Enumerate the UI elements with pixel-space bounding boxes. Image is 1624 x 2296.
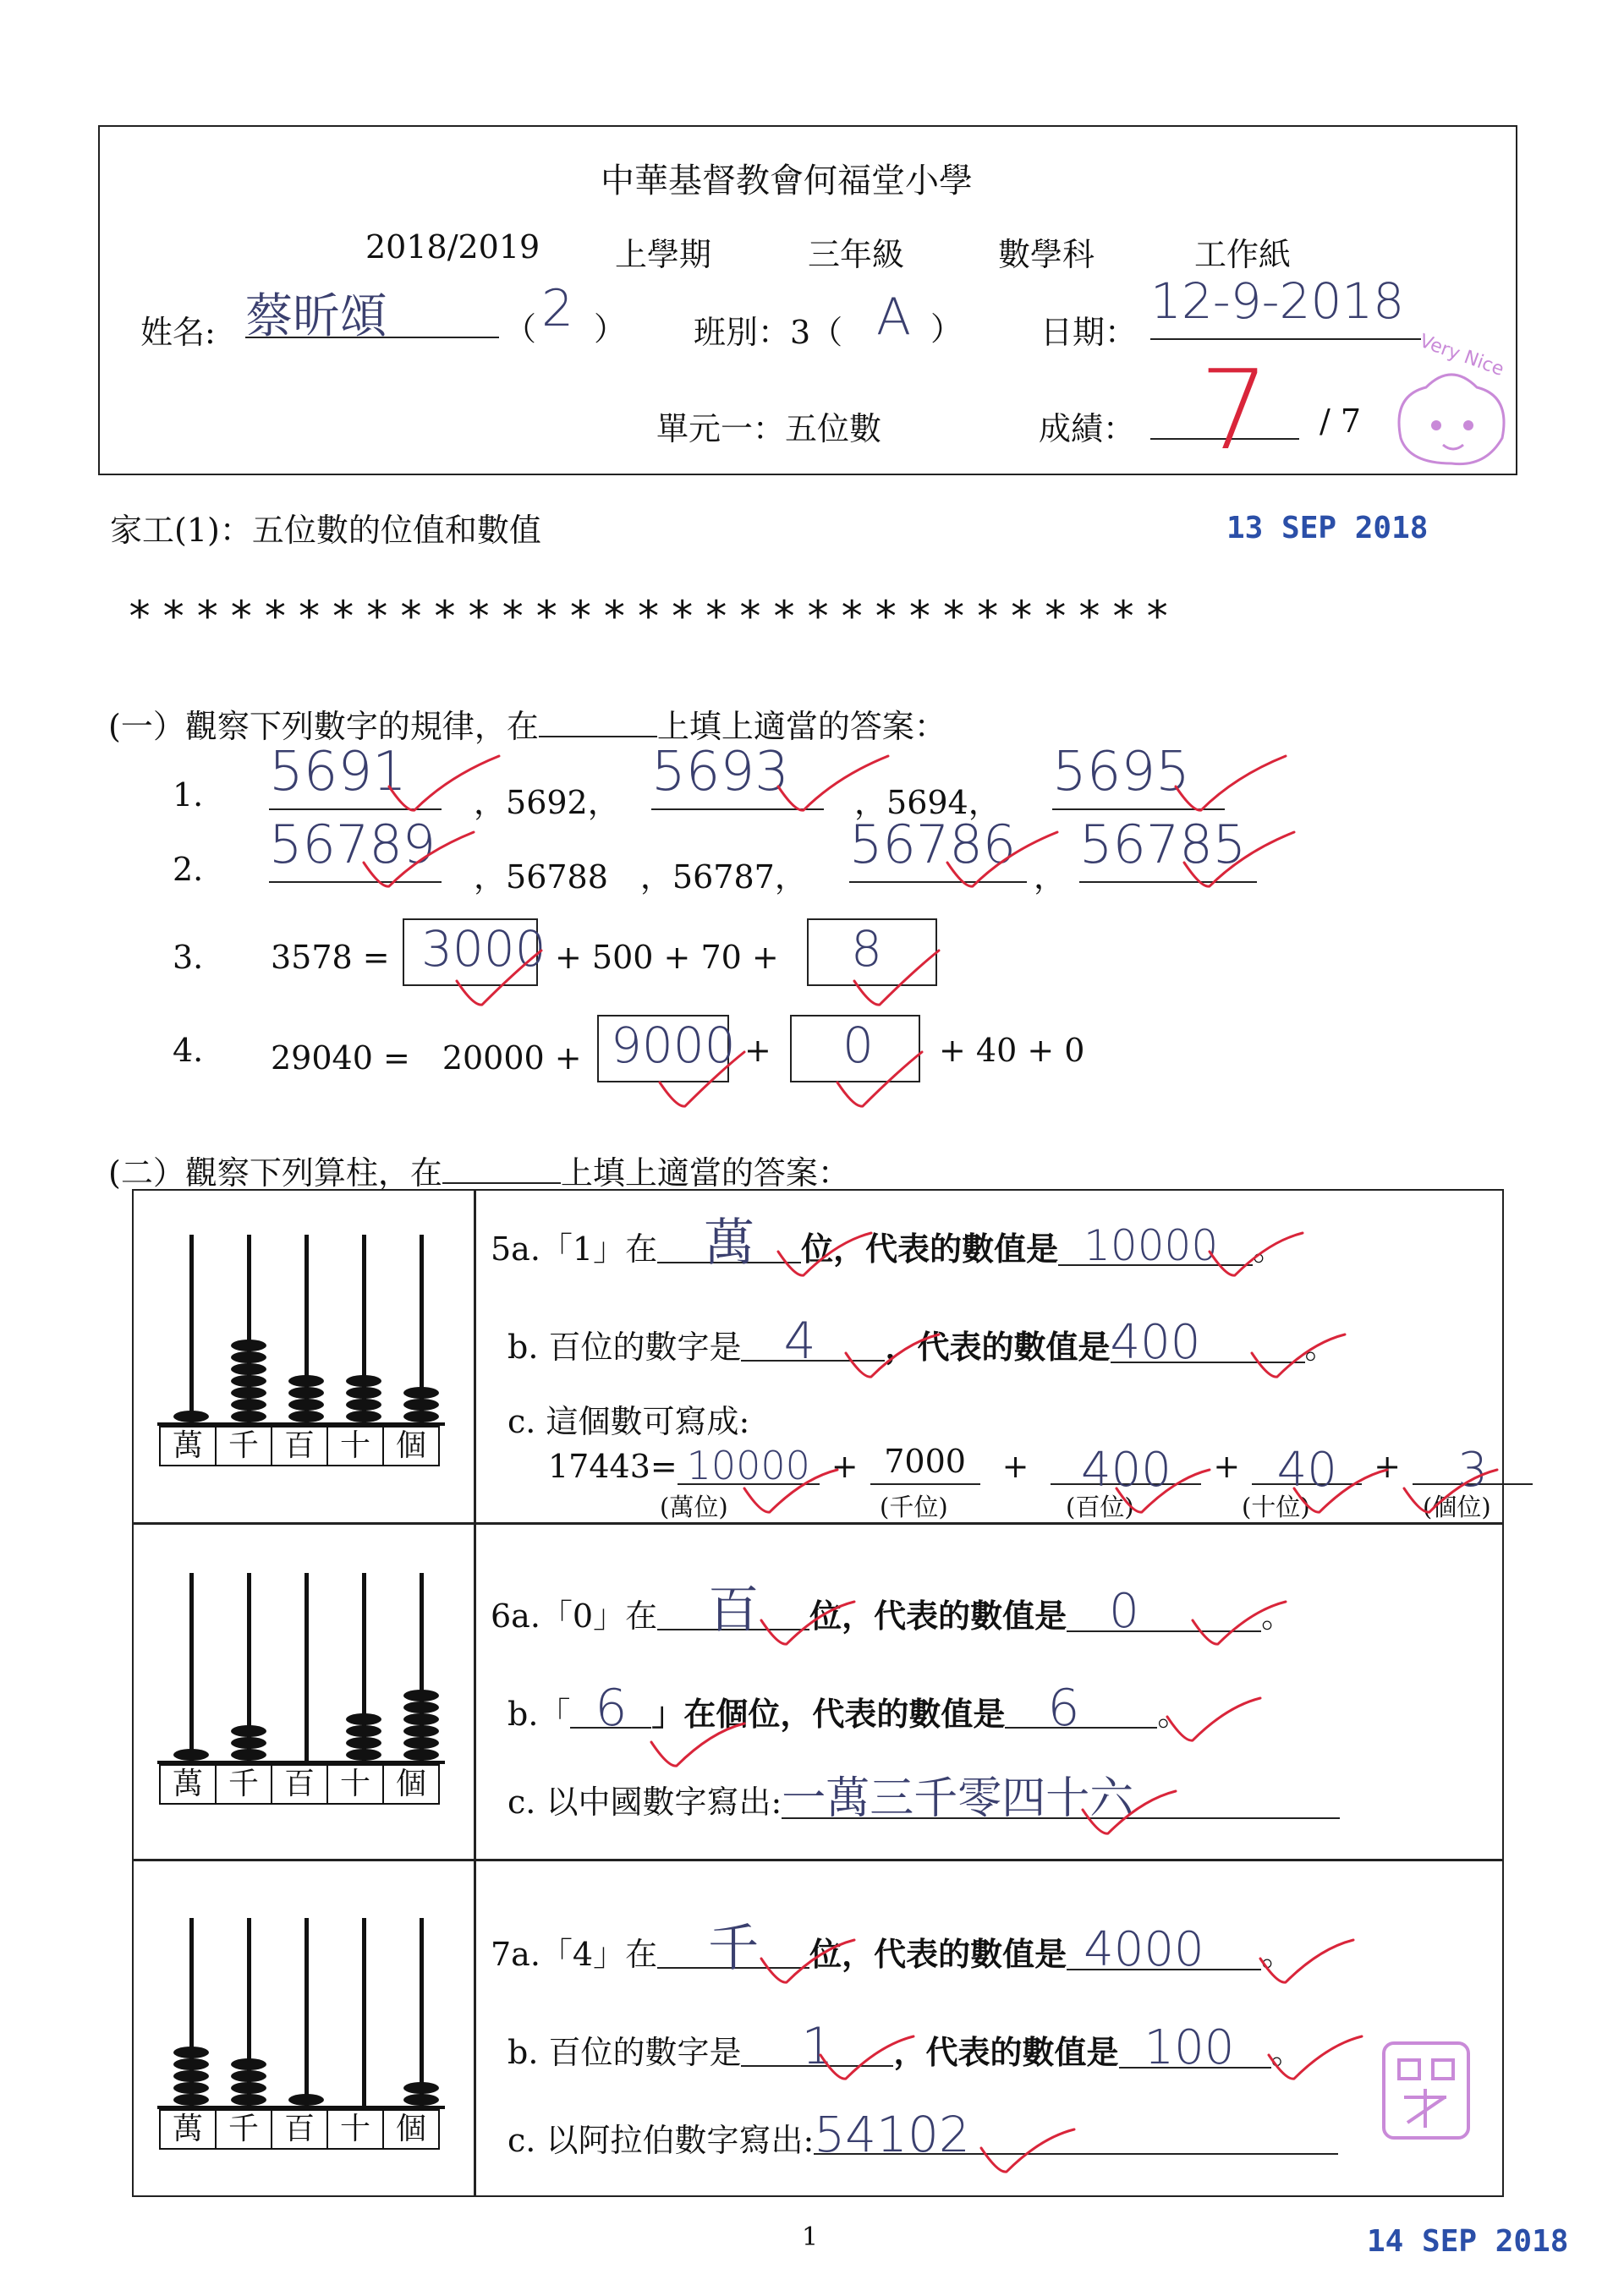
section1-title-a: (一）觀察下列數字的規律，在 xyxy=(108,708,539,745)
q7a-blank xyxy=(657,1919,809,1978)
q1-num: 1. xyxy=(173,776,204,814)
abacus-1-rod xyxy=(189,1235,194,1422)
abacus-2-bead xyxy=(403,1690,439,1701)
abacus-3-place-label: 萬 xyxy=(161,2111,217,2148)
abacus-3-bead xyxy=(173,2082,209,2094)
paper: 工作紙 xyxy=(1194,236,1292,273)
abacus-2-rod xyxy=(304,1573,309,1761)
abacus-3-bead xyxy=(173,2070,209,2082)
q5a-mid: 位，代表的數值是 xyxy=(801,1230,1059,1268)
q4-box2 xyxy=(790,1015,920,1082)
q7c-label: c. 以阿拉伯數字寫出: xyxy=(508,2122,815,2159)
abacus-1-bead xyxy=(346,1387,381,1399)
q3-box1 xyxy=(403,918,546,986)
score-total: / 7 xyxy=(1320,403,1362,440)
q7a-value: 4000 xyxy=(1084,1922,1204,1977)
abacus-1-bead xyxy=(288,1399,324,1411)
class-close: ） xyxy=(930,310,963,348)
q7a-pre: 7a.「4」在 xyxy=(491,1936,658,1973)
q6b-value: 6 xyxy=(1047,1679,1080,1738)
q7a xyxy=(491,1919,1294,1978)
abacus-3-bead xyxy=(173,2094,209,2106)
abacus-1-bead xyxy=(173,1411,209,1422)
q4-lhs: 29040 = 20000 + xyxy=(271,1039,582,1077)
abacus-2-bead xyxy=(346,1749,381,1761)
q2-blank1 xyxy=(269,814,442,883)
q5c-row xyxy=(548,1443,1533,1498)
q5b-value: 400 xyxy=(1110,1315,1201,1370)
q6b-answer: 6 xyxy=(595,1679,628,1738)
q5c-blank4 xyxy=(1252,1443,1362,1498)
abacus-3-bead xyxy=(173,2058,209,2070)
abacus-2-bead xyxy=(403,1725,439,1737)
school-name: 中華基督教會何福堂小學 xyxy=(601,162,973,200)
q5b-mid: ，代表的數值是 xyxy=(885,1328,1111,1366)
q5a-blank xyxy=(657,1214,801,1273)
q7a-answer: 千 xyxy=(708,1919,760,1978)
q5c-answer3: 400 xyxy=(1080,1443,1171,1498)
q7c xyxy=(508,2106,1338,2163)
q6b-blank xyxy=(570,1679,651,1738)
abacus-2-place-label: 個 xyxy=(395,1767,426,1801)
homework-title: 家工(1)：五位數的位值和數值 xyxy=(110,512,541,549)
abacus-1-bead xyxy=(231,1399,266,1411)
abacus-2-bead xyxy=(403,1701,439,1713)
date-label: 日期： xyxy=(1040,314,1138,351)
q7b-end: 。 xyxy=(1270,2034,1303,2071)
q5c-plus4: + xyxy=(1374,1448,1402,1485)
abacus-3-place-label: 千 xyxy=(217,2111,272,2148)
q4-given1: 20000 + xyxy=(442,1039,582,1077)
q1-blank1 xyxy=(269,741,442,810)
score-value: 7 xyxy=(1199,346,1270,474)
q5a-end: 。 xyxy=(1253,1230,1286,1268)
year: 2018/2019 xyxy=(365,228,540,266)
q3-lhs: 3578 = xyxy=(271,939,390,976)
q6a-value: 0 xyxy=(1109,1584,1139,1639)
abacus-1-place-label: 十 xyxy=(328,1427,384,1465)
q5c-given2: 7000 xyxy=(884,1443,966,1480)
abacus-1-bead xyxy=(288,1387,324,1399)
q2-blank2 xyxy=(849,814,1027,883)
abacus-1-bead xyxy=(346,1399,381,1411)
abacus-3-bead xyxy=(173,2047,209,2058)
abacus-2-place-label: 十 xyxy=(328,1766,384,1803)
q7b-value-blank xyxy=(1119,2020,1271,2075)
abacus-1-bead xyxy=(231,1363,266,1375)
q2-given2-value: 56787 xyxy=(672,858,775,896)
q5b-value-blank xyxy=(1110,1315,1305,1370)
grade: 三年級 xyxy=(808,236,905,273)
section2-title-a: (二）觀察下列算柱，在 xyxy=(108,1154,442,1192)
abacus-2 xyxy=(157,1573,453,1810)
abacus-2-place-label: 千 xyxy=(217,1766,272,1803)
abacus-3-bead xyxy=(403,2094,439,2106)
abacus-1-bead xyxy=(231,1351,266,1363)
q1-answer3: 5695 xyxy=(1052,741,1190,803)
q6c-answer: 一萬三千零四十六 xyxy=(782,1773,1134,1824)
name-field xyxy=(245,279,499,344)
q7b-mid: ，代表的數值是 xyxy=(893,2033,1119,2071)
q3-box2 xyxy=(807,918,937,986)
table-vdivider xyxy=(474,1189,476,2197)
q5b-pre: b. 百位的數字是 xyxy=(508,1329,742,1366)
q6b-mid: 」在個位，代表的數值是 xyxy=(651,1695,1006,1733)
q5c-label3: (百位) xyxy=(1066,1493,1134,1521)
abacus-2-bead xyxy=(403,1749,439,1761)
q3-answer2: 8 xyxy=(851,920,882,978)
q5c-blank3 xyxy=(1051,1443,1201,1498)
abacus-2-place-label: 萬 xyxy=(161,1766,217,1803)
q7a-end: 。 xyxy=(1261,1936,1294,1973)
class-value: A xyxy=(876,288,912,347)
q5c-place-labels xyxy=(660,1488,1491,1523)
q7b-blank xyxy=(741,2017,893,2076)
table-hdivider2 xyxy=(132,1859,1503,1861)
abacus-3-rod xyxy=(420,1918,424,2106)
q6a-blank xyxy=(657,1581,809,1640)
q5a-value: 10000 xyxy=(1084,1221,1219,1270)
q5b xyxy=(508,1312,1337,1371)
q3-lhs-value: 3578 xyxy=(271,939,353,976)
abacus-2-place-labels xyxy=(159,1764,440,1805)
q4-num: 4. xyxy=(173,1032,204,1069)
q4-answer2: 0 xyxy=(842,1016,874,1074)
abacus-1-place-label: 個 xyxy=(395,1428,426,1463)
abacus-2-bead xyxy=(231,1737,266,1749)
very-nice-text: Very Nice xyxy=(1416,330,1507,381)
abacus-3-rod xyxy=(304,1918,309,2106)
q2-given1-value: 56788 xyxy=(506,858,608,896)
q2-comma: ， xyxy=(1034,858,1067,896)
abacus-1-bead xyxy=(231,1340,266,1351)
abacus-2-bead xyxy=(403,1737,439,1749)
abacus-2-bead xyxy=(346,1737,381,1749)
q1-given2-value: 5694 xyxy=(886,784,968,821)
abacus-1-bead xyxy=(403,1387,439,1399)
abacus-1-place-labels xyxy=(159,1426,440,1466)
section2-title xyxy=(108,1147,850,1193)
very-nice-stamp xyxy=(1384,330,1519,472)
page-number: 1 xyxy=(802,2222,819,2252)
abacus-2-bead xyxy=(403,1713,439,1725)
abacus-2-bead xyxy=(173,1749,209,1761)
abacus-2-bead xyxy=(346,1725,381,1737)
abacus-3-place-label: 百 xyxy=(272,2111,328,2148)
abacus-2-bead xyxy=(231,1749,266,1761)
date-stamp-top: 13 SEP 2018 xyxy=(1226,511,1429,545)
abacus-3-bead xyxy=(288,2094,324,2106)
class-no-value: 2 xyxy=(541,279,574,338)
q4-lhs-value: 29040 xyxy=(271,1039,373,1077)
q5c-label2: (千位) xyxy=(880,1493,948,1521)
abacus-1-place-label: 百 xyxy=(272,1427,328,1465)
q5b-end: 。 xyxy=(1304,1329,1337,1366)
q1-given2: ，5694， xyxy=(854,784,1001,821)
q5b-answer: 4 xyxy=(783,1312,816,1371)
q2-answer2: 56786 xyxy=(849,814,1017,875)
abacus-2-place-label: 百 xyxy=(272,1766,328,1803)
q5c-label: c. 這個數可寫成: xyxy=(508,1403,750,1440)
q5c-plus1: + xyxy=(831,1448,859,1485)
q6c-blank xyxy=(782,1773,1340,1824)
q6a-mid: 位，代表的數值是 xyxy=(809,1597,1067,1635)
q1-answer1: 5691 xyxy=(269,741,407,803)
q5a-pre: 5a.「1」在 xyxy=(491,1230,658,1268)
q2-answer3: 56785 xyxy=(1079,814,1247,875)
q7b-answer: 1 xyxy=(801,2017,834,2076)
abacus-1-bead xyxy=(288,1375,324,1387)
q4-box1 xyxy=(597,1015,736,1082)
abacus-3-place-label: 個 xyxy=(395,2112,426,2146)
q7b xyxy=(508,2017,1303,2076)
section2-title-b: 上填上適當的答案： xyxy=(560,1154,850,1192)
score-label: 成績： xyxy=(1039,410,1136,447)
name-label: 姓名: xyxy=(140,314,216,351)
date-value: 12-9-2018 xyxy=(1150,272,1405,330)
q5c-answer5: 3 xyxy=(1457,1443,1488,1498)
abacus-1-place-label: 萬 xyxy=(161,1427,217,1465)
q5a xyxy=(491,1214,1286,1273)
abacus-1-bead xyxy=(346,1411,381,1422)
abacus-3-place-labels xyxy=(159,2109,440,2150)
q5c-label1: (萬位) xyxy=(660,1493,728,1521)
q3-answer1: 3000 xyxy=(421,920,546,978)
q5c-plus2: + xyxy=(1001,1448,1029,1485)
name-value: 蔡昕頌 xyxy=(245,289,387,344)
q6c xyxy=(508,1773,1340,1824)
q5c-blank2 xyxy=(870,1443,980,1485)
q2-answer1: 56789 xyxy=(269,814,436,875)
section1-blank xyxy=(539,710,657,737)
subject: 數學科 xyxy=(998,236,1095,273)
q1-blank3 xyxy=(1052,741,1225,810)
teacher-seal xyxy=(1379,2038,1473,2143)
q1-given1: ，5692， xyxy=(474,784,620,821)
abacus-1-bead xyxy=(403,1399,439,1411)
q5c-lhs: 17443= xyxy=(548,1448,678,1485)
q6a-answer: 百 xyxy=(708,1581,760,1640)
abacus-3-bead xyxy=(231,2070,266,2082)
abacus-1-bead xyxy=(231,1387,266,1399)
q1-answer2: 5693 xyxy=(651,741,789,803)
abacus-1-bead xyxy=(231,1375,266,1387)
abacus-1-bead xyxy=(231,1411,266,1422)
section2-blank xyxy=(442,1157,561,1184)
section1-title xyxy=(108,700,946,747)
q5a-answer: 萬 xyxy=(704,1214,755,1273)
q5c-label4: (十位) xyxy=(1242,1493,1310,1521)
abacus-3-place-label: 十 xyxy=(328,2111,384,2148)
q6a-end: 。 xyxy=(1261,1597,1294,1635)
stars-divider: ******************************* xyxy=(127,592,1179,641)
q3-mid: + 500 + 70 + xyxy=(555,939,779,976)
q6b-pre: b.「 xyxy=(508,1696,571,1733)
q7c-answer: 54102 xyxy=(814,2106,970,2163)
year-row xyxy=(365,228,1380,275)
q5c-blank5 xyxy=(1413,1443,1533,1498)
q2-num: 2. xyxy=(173,851,204,888)
q7a-value-blank xyxy=(1067,1922,1261,1977)
date-field xyxy=(1150,272,1421,340)
q1-blank2 xyxy=(651,741,824,810)
abacus-2-bead xyxy=(231,1725,266,1737)
q6a-value-blank xyxy=(1067,1584,1261,1639)
q5b-blank xyxy=(741,1312,885,1371)
abacus-1-place-label: 千 xyxy=(217,1427,272,1465)
term: 上學期 xyxy=(615,236,712,273)
abacus-1-bead xyxy=(346,1375,381,1387)
q7b-value: 100 xyxy=(1144,2020,1235,2075)
abacus-3-rod xyxy=(362,1918,366,2106)
abacus-3-bead xyxy=(403,2082,439,2094)
q6b-value-blank xyxy=(1005,1679,1157,1738)
q7c-blank xyxy=(814,2106,1338,2163)
q3-num: 3. xyxy=(173,939,204,976)
abacus-3-bead xyxy=(231,2094,266,2106)
q6b xyxy=(508,1679,1190,1738)
abacus-1 xyxy=(157,1235,453,1471)
abacus-3-bead xyxy=(231,2058,266,2070)
class-label: 班別：3（ xyxy=(694,314,843,351)
q6b-end: 。 xyxy=(1157,1696,1190,1733)
q5c-blank1 xyxy=(678,1443,820,1488)
abacus-1-bead xyxy=(403,1411,439,1422)
abacus-1-bead xyxy=(288,1411,324,1422)
abacus-2-rod xyxy=(189,1573,194,1761)
section1-title-b: 上填上適當的答案： xyxy=(656,708,946,745)
date-stamp-bottom: 14 SEP 2018 xyxy=(1367,2224,1569,2259)
q6c-label: c. 以中國數字寫出: xyxy=(508,1784,782,1821)
q7a-mid: 位，代表的數值是 xyxy=(809,1935,1067,1973)
unit: 單元一：五位數 xyxy=(656,410,882,447)
q5c-label5: (個位) xyxy=(1423,1493,1491,1521)
q5c-answer1: 10000 xyxy=(686,1443,810,1488)
class-no-close: ） xyxy=(594,310,627,348)
q2-given: ，56788 ，56787， xyxy=(474,858,807,896)
q4-tail: + 40 + 0 xyxy=(939,1032,1085,1069)
q1-given1-value: 5692 xyxy=(506,784,588,821)
abacus-2-bead xyxy=(346,1713,381,1725)
abacus-3 xyxy=(157,1918,453,2155)
q4-answer1: 9000 xyxy=(611,1016,736,1074)
q5c-answer4: 40 xyxy=(1276,1443,1337,1498)
abacus-3-bead xyxy=(231,2082,266,2094)
q2-blank3 xyxy=(1079,814,1257,883)
q7b-pre: b. 百位的數字是 xyxy=(508,2034,742,2071)
class-no-open: （ xyxy=(504,310,537,348)
q5c-plus3: + xyxy=(1213,1448,1241,1485)
q6a-pre: 6a.「0」在 xyxy=(491,1597,658,1635)
q5a-value-blank xyxy=(1058,1221,1253,1270)
q6a xyxy=(491,1581,1294,1640)
q4-plus: + xyxy=(744,1032,771,1069)
